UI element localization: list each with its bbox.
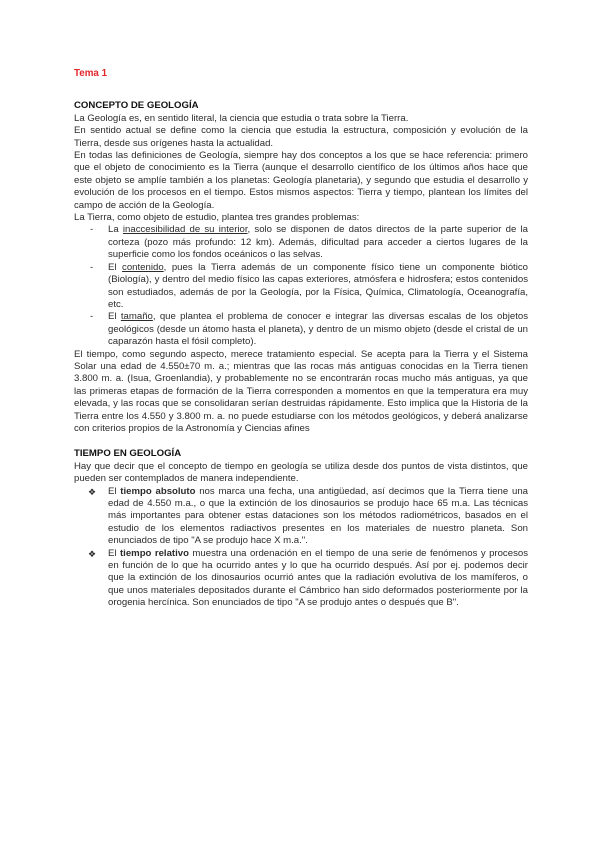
- topic-label: Tema 1: [74, 68, 108, 79]
- list-item: ❖ El tiempo absoluto nos marca una fecha, una antigüedad, así decimos que la Tierra tiene una edad de 4.550 m.a., o que la extinción de los dinosaurios se produjo hace 65 m.a. Las técnicas más importantes para obtener estas dataciones son los métodos radiométricos, basados en el estudio de los elementos radiactivos presentes en los materiales de nuestro planeta. Son enunciados de tipo "A se produjo hace X m.a.".: [88, 485, 528, 547]
- paragraph: El tiempo, como segundo aspecto, merece tratamiento especial. Se acepta para la Tierra y el Sistema Solar una edad de 4.550±70 m. a.; mientras que las rocas más antiguas conocidas en la Tierra tienen 3.800 m. a. (Isua, Groenlandia), y probablemente no se encontrarán rocas mucho más antiguas, ya que las primeras etapas de formación de la Tierra corresponden a momentos en que la temperatura era muy elevada, y las rocas que se consolidaran serían destruidas rápidamente. Esto implica que la Historia de la Tierra entre los 4.550 y 3.800 m. a. no puede estudiarse con los métodos geológicos, y deberá analizarse con criterios propios de la Astronomía y Ciencias afines: [74, 348, 528, 434]
- paragraph: La Geología es, en sentido literal, la ciencia que estudia o trata sobre la Tierra.: [74, 112, 409, 124]
- dash-marker: -: [90, 311, 94, 323]
- problems-list: [74, 224, 528, 348]
- bold-term: tiempo relativo: [119, 547, 189, 559]
- paragraph: En todas las definiciones de Geología, siempre hay dos conceptos a los que se hace referencia: primero que el objeto de conocimiento es la Tierra (aunque el desarrollo científico de los últimos años hace que este objeto se amplíe también a los planetas: Geología planetaria), y segundo que estudia el desarrollo y evolución de los procesos en el tiempo. Estos mismos aspectos: Tierra y tiempo, plantean los límites del campo de acción de la Geología.: [74, 150, 528, 211]
- dash-marker: -: [90, 224, 94, 236]
- list-item: ❖ El tiempo relativo muestra una ordenación en el tiempo de una serie de fenómenos y procesos en función de lo que ha ocurrido antes y lo que ha ocurrido después. Así por ej. podemos decir que la extinción de los dinosaurios ocurrió antes que la radiación evolutiva de los mamíferos, o que unos materiales depositados durante el Cámbrico han sido deformados posteriormente por la orogenia hercínica. Son enunciados de tipo "A se produjo antes o después que B".: [88, 547, 528, 609]
- time-types-list: [74, 486, 528, 610]
- paragraph: La Tierra, como objeto de estudio, plantea tres grandes problemas:: [74, 212, 360, 224]
- underlined-term: inaccesibilidad de su interior: [122, 224, 248, 236]
- section-heading-tiempo: TIEMPO EN GEOLOGÍA: [74, 448, 182, 460]
- underlined-term: contenido: [122, 261, 164, 273]
- section-heading-concepto: CONCEPTO DE GEOLOGÍA: [74, 100, 199, 112]
- list-item: - La inaccesibilidad de su interior, solo se disponen de datos directos de la parte superior de la corteza (pozo más profundo: 12 km). Además, dificultad para acceder a ciertos lugares de la superficie como los fondos oceánicos o las selvas.: [90, 224, 528, 261]
- list-item: - El contenido, pues la Tierra además de un componente físico tiene un componente biótico (Biología), y dentro del medio físico las capas exteriores, atmósfera e hidrosfera; estos contenidos son estudiados, además de por la Geología, por la Física, Química, Climatología, Oceanografía, etc.: [90, 261, 528, 310]
- diamond-bullet-icon: ❖: [88, 486, 97, 497]
- dash-marker: -: [90, 261, 94, 273]
- paragraph: Hay que decir que el concepto de tiempo en geología se utiliza desde dos puntos de vista distintos, que pueden ser contemplados de manera independiente.: [74, 460, 528, 485]
- paragraph: En sentido actual se define como la ciencia que estudia la estructura, composición y evolución de la Tierra, desde sus orígenes hasta la actualidad.: [74, 125, 528, 149]
- bold-term: tiempo absoluto: [120, 485, 196, 497]
- diamond-bullet-icon: ❖: [88, 548, 97, 559]
- underlined-term: tamaño: [120, 311, 153, 323]
- document-page: [74, 68, 528, 610]
- list-item: - El tamaño, que plantea el problema de conocer e integrar las diversas escalas de los objetos geológicos (desde un átomo hasta el planeta), y dentro de un mismo objeto (desde el cristal de un caparazón hasta el fósil completo).: [90, 311, 528, 348]
